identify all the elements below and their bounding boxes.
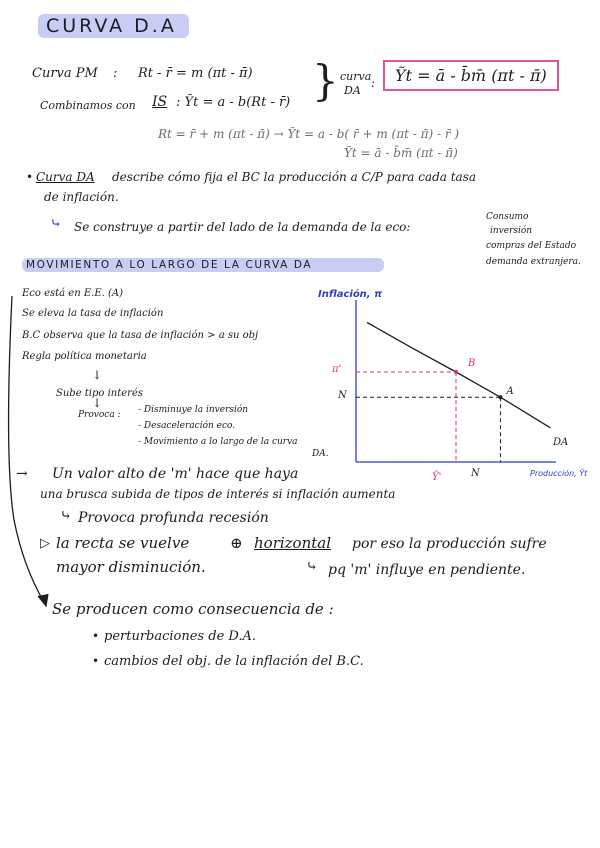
pm-equation: Rt - r̄ = m (πt - π̄) <box>138 66 253 81</box>
x-tick-label-n: N <box>471 468 480 479</box>
bottom-line-3: Provoca profunda recesión <box>78 510 269 526</box>
arrow-curved-icon: ⤷ <box>306 559 318 575</box>
point-a-label: A <box>506 386 514 398</box>
bullet: • <box>92 654 100 668</box>
y-tick-label-n: N <box>338 390 347 401</box>
triangle-arrow-icon: ▷ <box>40 536 50 551</box>
da-equation-box: Ỹt = ā - b̄m̄ (πt - π̄) <box>383 60 559 91</box>
component-2: compras del Estado <box>486 241 577 251</box>
describe-text-2: de inflación. <box>44 190 119 204</box>
effect-0: - Disminuye la inversión <box>138 405 249 415</box>
movement-line-1: Se eleva la tasa de inflación <box>22 308 164 319</box>
movement-line-3: Regla política monetaria <box>22 351 147 362</box>
bottom-line-2: una brusca subida de tipos de interés si inflación aumenta <box>40 487 396 501</box>
component-3: demanda extranjera. <box>486 257 581 267</box>
effect-1: - Desaceleración eco. <box>138 421 236 431</box>
derivation-line-2: Ỹt = ā - b̄m̄ (πt - π̄) <box>344 146 458 160</box>
consequences-title: Se producen como consecuencia de : <box>52 600 334 618</box>
page-title: CURVA D.A <box>38 14 189 38</box>
arrow-curved-icon: ⤷ <box>50 216 62 232</box>
plus-circle-icon: ⊕ <box>230 534 243 552</box>
y-tick-label-pi: π' <box>332 364 342 375</box>
combinamos-text: Combinamos con <box>40 99 136 112</box>
y-axis-label: Inflación, π <box>318 289 382 300</box>
bottom-line-4-horizontal: horizontal <box>254 534 332 552</box>
bottom-line-5: mayor disminución. <box>56 558 206 576</box>
pm-colon: : <box>113 66 118 81</box>
is-equation: : Ỹt = a - b(Rt - r̄) <box>176 95 291 110</box>
bullet: • <box>92 629 100 643</box>
movement-line-0: Eco está en E.E. (A) <box>22 288 124 299</box>
derivation-line-1: Rt = r̄ + m (πt - π̄) → Ỹt = a - b( r̄ + m (πt - π̄) - r̄ ) <box>158 127 460 141</box>
bottom-line-4b: por eso la producción sufre <box>352 536 547 552</box>
curva-label: curva <box>340 70 372 83</box>
da-colon: : <box>371 76 376 90</box>
component-1: inversión <box>490 226 533 236</box>
consequence-item-0: perturbaciones de D.A. <box>104 629 257 644</box>
consequence-item-1: cambios del obj. de la inflación del B.C. <box>104 654 364 669</box>
bullet: • <box>26 170 34 184</box>
pm-label: Curva PM <box>32 66 98 81</box>
x-tick-label-y: Ỹ' <box>432 472 442 483</box>
curly-brace: } <box>312 56 339 105</box>
provoca-text: Provoca : <box>78 410 121 420</box>
bottom-line-4a: la recta se vuelve <box>56 534 190 552</box>
effect-2: - Movimiento a lo largo de la curva <box>138 437 298 447</box>
x-axis-label: Producción, Ỹt <box>530 469 588 478</box>
describe-text: describe cómo fija el BC la producción a C/P para cada tasa <box>112 170 477 184</box>
effect-tail: DA. <box>312 449 329 459</box>
bottom-line-6: pq 'm' influye en pendiente. <box>328 562 526 578</box>
section-title: MOVIMIENTO A LO LARGO DE LA CURVA DA <box>22 258 384 272</box>
movement-line-2: B.C observa que la tasa de inflación > a su obj <box>22 330 259 341</box>
arrow-curved-icon: ⤷ <box>60 508 72 524</box>
sube-text: Sube tipo interés <box>56 388 144 399</box>
da-label: DA <box>344 84 361 97</box>
is-label: IS <box>152 94 168 110</box>
describe-term: Curva DA <box>36 170 95 184</box>
point-b-label: B <box>468 358 476 369</box>
down-arrow-icon: ↓ <box>92 368 103 382</box>
component-0: Consumo <box>486 212 529 222</box>
curve-label-da: DA <box>553 437 569 448</box>
builds-text: Se construye a partir del lado de la demanda de la eco: <box>74 220 411 234</box>
down-arrow-icon: ↓ <box>92 396 103 410</box>
bottom-line-1: Un valor alto de 'm' hace que haya <box>52 466 299 482</box>
arrow-right-icon: → <box>16 466 28 482</box>
